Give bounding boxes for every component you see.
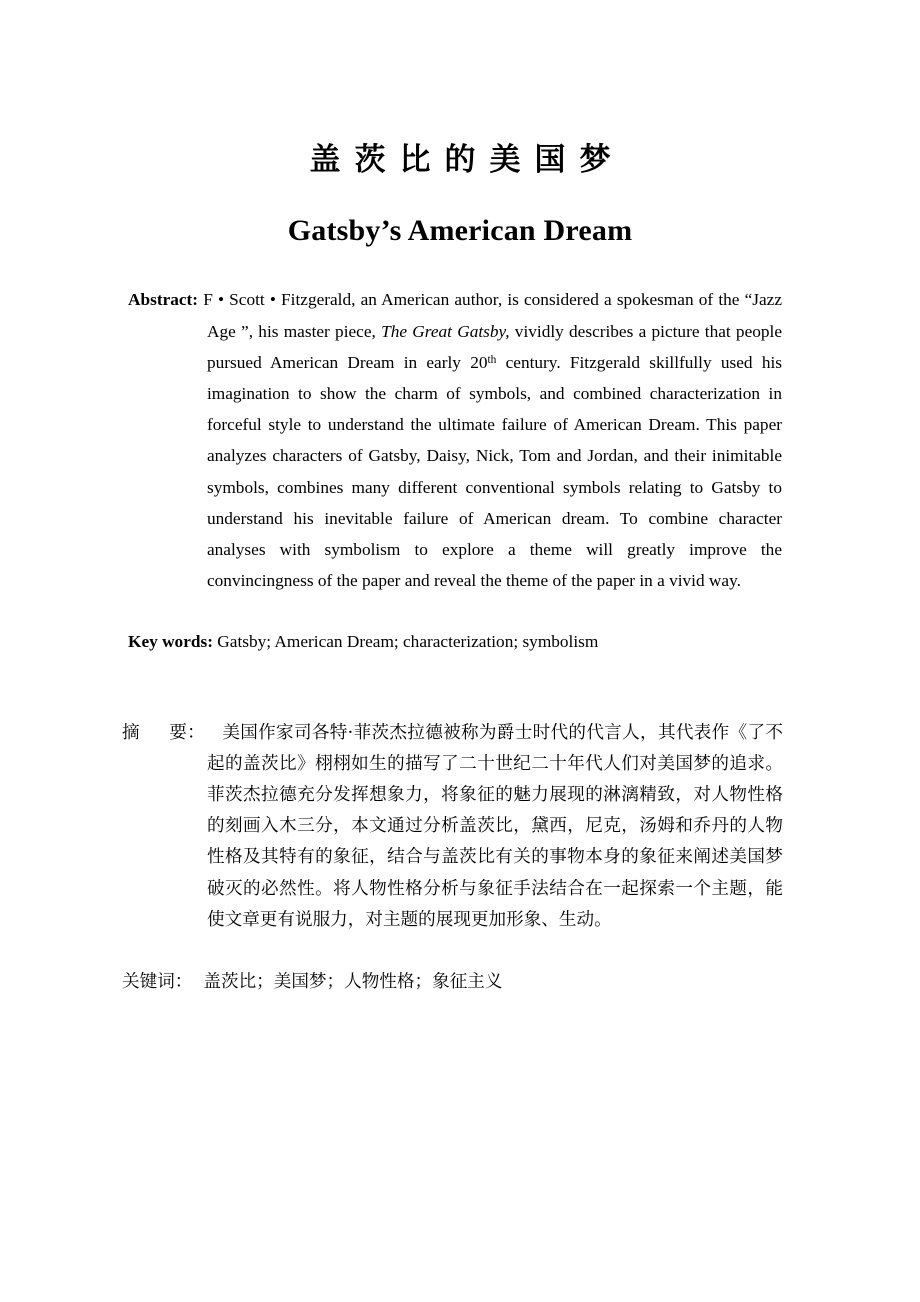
abstract-chinese-body: 美国作家司各特·菲茨杰拉德被称为爵士时代的代言人，其代表作《了不起的盖茨比》栩栩如生的描写了二十世纪二十年代人们对美国梦的追求。菲茨杰拉德充分发挥想象力，将象征的魅力展现的淋漓精致，对人物性格的刻画入木三分，本文通过分析盖茨比，黛西，尼克，汤姆和乔丹的人物性格及其特有的象征，结合与盖茨比有关的事物本身的象征来阐述美国梦破灭的必然性。将人物性格分析与象征手法结合在一起探索一个主题，能使文章更有说服力，对主题的展现更加形象、生动。 [207,722,783,930]
ordinal-superscript: th [487,353,497,366]
keywords-english [128,626,788,657]
abstract-english-text-part3: century. Fitzgerald skillfully used his imagination to show the charm of symbols, and combined characterization in forceful style to understand the ultimate failure of American Dream. This paper analyzes characters of Gatsby, Daisy, Nick, Tom and Jordan, and their inimitable symbols, combines many different conventional symbols relating to Gatsby to understand his inevitable failure of American dream. To combine character analyses with symbolism to explore a theme will greatly improve the convincingness of the paper and reveal the theme of the paper in a vivid way. [207,352,782,591]
abstract-english-text-part2: vividly describes a picture that people pursued American Dream in early 20 [207,321,782,372]
abstract-english [128,284,782,596]
page-title-chinese: 盖茨比的美国梦 [309,141,625,178]
abstract-english-label: Abstract: [128,290,199,310]
keywords-english-value: Gatsby; American Dream; characterization; symbolism [212,632,599,652]
abstract-english-book-title: The Great Gatsby, [381,321,510,341]
keywords-english-label: Key words: [128,632,213,652]
keywords-chinese [122,967,802,998]
abstract-english-text-part1: F • Scott • Fitzgerald, an American author, is considered a spokesman of the “Jazz Age ”, his master piece, [198,290,782,341]
abstract-chinese-label-char-1: 摘 [122,722,140,743]
keywords-chinese-label: 关键词： [122,971,193,992]
abstract-chinese-label-char-2: 要： [168,722,206,743]
page-title-english: Gatsby’s American Dream [287,213,633,247]
keywords-chinese-value: 盖茨比；美国梦；人物性格；象征主义 [203,971,503,992]
abstract-chinese [122,718,783,936]
